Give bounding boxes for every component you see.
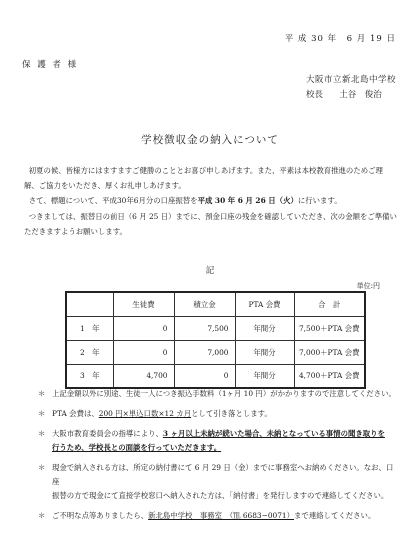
body-line: さて、標題について、平成30年6月分の口座振替を平成 30 年 6 月 26 日（火）に行います。 xyxy=(28,196,342,206)
body-line: 初夏の候、皆様方にはますますご健勝のこととお喜び申しあげます。また、平素は本校教育推進のためご理 xyxy=(28,166,383,175)
grade-cell: 2 年 xyxy=(66,340,113,364)
student-fee-cell: 0 xyxy=(113,316,174,340)
table-row xyxy=(66,364,365,388)
principal-title: 校長 xyxy=(306,90,324,100)
asterisk-icon: ＊ xyxy=(38,511,46,520)
header-cell xyxy=(66,292,113,316)
header-cell: 合 計 xyxy=(294,292,365,316)
pta-cell: 年間分 xyxy=(235,316,294,340)
notes-list xyxy=(38,387,400,529)
ki-heading: 記 xyxy=(205,266,215,276)
table-header-row xyxy=(66,292,365,316)
body-line: 解、ご協力をいただき、厚くお礼申しあげます。 xyxy=(24,181,186,191)
note-pta: ＊ PTA 会費は、200 円×単込口数×12 カ月として引き落とします。 xyxy=(38,407,400,421)
principal xyxy=(306,88,382,100)
header-cell: 生徒費 xyxy=(113,292,174,316)
table-row xyxy=(66,316,365,340)
pta-cell: 年間分 xyxy=(235,340,294,364)
body-line: つきましては、振替日の前日（6 月 25 日）までに、預金口座の残金を確認していただき、次の金額をご準備い xyxy=(28,211,397,221)
asterisk-icon: ＊ xyxy=(38,463,46,472)
body-line: ただきますようお願いします。 xyxy=(24,226,127,236)
letter-body xyxy=(24,163,400,239)
principal-name: 土谷 俊治 xyxy=(339,90,382,100)
header-cell: 積立金 xyxy=(174,292,235,316)
reserve-cell: 7,000 xyxy=(174,340,235,364)
unit-label: 単位:円 xyxy=(356,282,380,290)
student-fee-cell: 0 xyxy=(113,340,174,364)
reserve-cell: 7,500 xyxy=(174,316,235,340)
letter-date: 平 成 30 年 6 月 19 日 xyxy=(284,34,396,44)
note-fee: ＊ 上記金額以外に別途、生徒一人につき振込手数料（1ヶ月 10 円）がかかりますので注意してください。 xyxy=(38,387,400,401)
contact-info: 新北島中学校 事務室 （℡ 6683−0071） xyxy=(148,511,295,520)
total-cell: 7,500＋PTA 会費 xyxy=(294,316,365,340)
school-name: 大阪市立新北島中学校 xyxy=(306,75,397,85)
note-cash: ＊ 現金で納入される方は、所定の納付書にて 6 月 29 日（金）までに事務室へお納めください。なお、口座 振替の方で現金にて直接学校窓口へ納入された方は、「納付書」を発行しますので連絡してください。 xyxy=(38,461,400,503)
table-row xyxy=(66,340,365,364)
student-fee-cell: 4,700 xyxy=(113,364,174,388)
grade-cell: 3 年 xyxy=(66,364,113,388)
document-title: 学校徴収金の納入について xyxy=(141,134,279,146)
total-cell: 7,000＋PTA 会費 xyxy=(294,340,365,364)
grade-cell: 1 年 xyxy=(66,316,113,340)
note-arrears: ＊ 大阪市教育委員会の指導により、3 ヶ月以上未納が続いた場合、未納となっている事情の聞き取りを 行うため、学校長との面談を行っていただきます。 xyxy=(38,427,400,455)
asterisk-icon: ＊ xyxy=(38,409,46,418)
note-contact: ＊ ご不明な点等ありましたら、新北島中学校 事務室 （℡ 6683−0071）まで連絡してください。 xyxy=(38,509,400,523)
reserve-cell: 0 xyxy=(174,364,235,388)
debit-date: 平成 30 年 6 月 26 日（火） xyxy=(197,196,298,206)
recipient: 保 護 者 様 xyxy=(22,60,79,70)
asterisk-icon: ＊ xyxy=(38,429,46,438)
asterisk-icon: ＊ xyxy=(38,389,46,398)
fee-table xyxy=(65,291,366,389)
header-cell: PTA 会費 xyxy=(235,292,294,316)
total-cell: 4,700＋PTA 会費 xyxy=(294,364,365,388)
pta-cell: 年間分 xyxy=(235,364,294,388)
